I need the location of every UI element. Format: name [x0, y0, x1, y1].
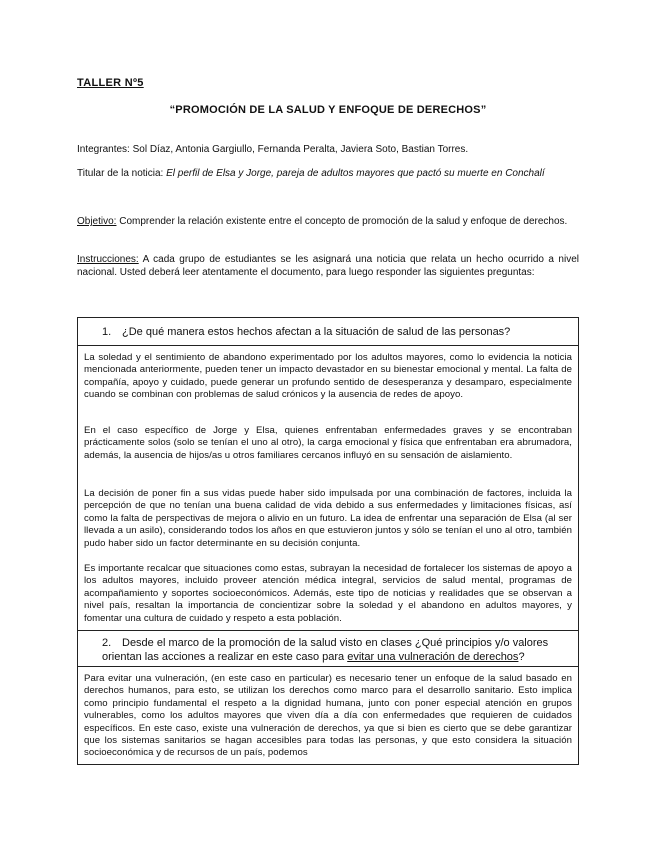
question-2-header	[78, 630, 578, 667]
answer-paragraph: La soledad y el sentimiento de abandono experimentado por los adultos mayores, como lo evidencia la noticia mencionada anteriormente, pueden tener un impacto devastador en su bienestar emocional y mental. La falta de compañía, apoyo y cuidado, puede generar un profundo sentido de desesperanza y desamparo, especialmente cuando se combinan con problemas de salud crónicos y la ausencia de redes de apoyo.	[84, 352, 572, 401]
workshop-number: TALLER Nº5	[77, 77, 144, 89]
question-number: 2.	[102, 637, 112, 649]
question-1-text: ¿De qué manera estos hechos afectan a la situación de salud de las personas?	[122, 326, 511, 338]
answer-paragraph: Es importante recalcar que situaciones como estas, subrayan la necesidad de fortalecer los sistemas de apoyo a los adultos mayores, incluido proveer atención médica integral, servicios de salud mental, programas de acompañamiento y soportes socioeconómicos. Además, este tipo de noticias y realidades que se observan a nivel país, resaltan la importancia de concientizar sobre la soledad y el abandono en adultos mayores, y fomentar una cultura de cuidado y respeto a esta población.	[84, 563, 572, 624]
question-2-end: ?	[518, 651, 525, 663]
instructions-text: A cada grupo de estudiantes se les asignará una noticia que relata un hecho ocurrido a nivel nacional. Usted deberá leer atentamente el documento, para luego responder las siguientes preguntas:	[77, 254, 579, 278]
objective	[77, 215, 579, 228]
objective-text: Comprender la relación existente entre el concepto de promoción de la salud y enfoque de derechos.	[116, 216, 568, 227]
question-1-header	[78, 318, 578, 346]
objective-label: Objetivo:	[77, 216, 117, 227]
news-headline-value: El perfil de Elsa y Jorge, pareja de adultos mayores que pactó su muerte en Conchalí	[166, 168, 545, 179]
news-headline	[77, 167, 579, 180]
answer-paragraph: Para evitar una vulneración, (en este caso en particular) es necesario tener un enfoque de la salud basado en derechos humanos, para esto, se utilizan los derechos como marco para el desarrollo sanitario. Esto implica como principio fundamental el respeto a la dignidad humana, junto con poner especial atención en grupos vulnerables, como los adultos mayores que viven día a día con enfermedades que requieren de cuidados específicos. En este caso, existe una vulneración de derechos, ya que si bien es cierto que se debe garantizar que los sistemas sanitarios se hagan accesibles para todas las personas, y que esto considera la situación socioeconómica y de recursos de un país, podemos	[84, 673, 572, 759]
question-2-underlined: evitar una vulneración de derechos	[347, 651, 519, 663]
instructions-label: Instrucciones:	[77, 254, 139, 265]
instructions	[77, 253, 579, 279]
questions-table	[77, 317, 579, 765]
news-headline-label: Titular de la noticia:	[77, 168, 167, 179]
question-number: 1.	[102, 326, 112, 338]
answer-paragraph: En el caso específico de Jorge y Elsa, quienes enfrentaban enfermedades graves y se encontraban prácticamente solos (solo se tenían el uno al otro), la carga emocional y física que enfrentaban era abrumadora, además, la ausencia de hijos/as u otros familiares cercanos influyó en su sensación de aislamiento.	[84, 425, 572, 461]
document-title: “PROMOCIÓN DE LA SALUD Y ENFOQUE DE DERECHOS”	[169, 104, 487, 116]
question-2-text: Desde el marco de la promoción de la salud visto en clases ¿Qué principios y/o valores orientan las acciones a realizar en este caso para	[102, 637, 549, 663]
team-members: Integrantes: Sol Díaz, Antonia Gargiullo, Fernanda Peralta, Javiera Soto, Bastian Torres.	[77, 144, 469, 155]
answer-paragraph: La decisión de poner fin a sus vidas puede haber sido impulsada por una combinación de factores, incluida la percepción de que no tenían una buena calidad de vida debido a sus enfermedades y limitaciones físicas, así como la falta de perspectivas de mejora o alivio en un futuro. La idea de enfrentar una separación de Elsa (al ser llevada a un asilo), considerando todos los años en que estuvieron juntos y sólo se tenían el uno al otro, también pudo haber sido un factor determinante en su decisión conjunta.	[84, 488, 572, 549]
